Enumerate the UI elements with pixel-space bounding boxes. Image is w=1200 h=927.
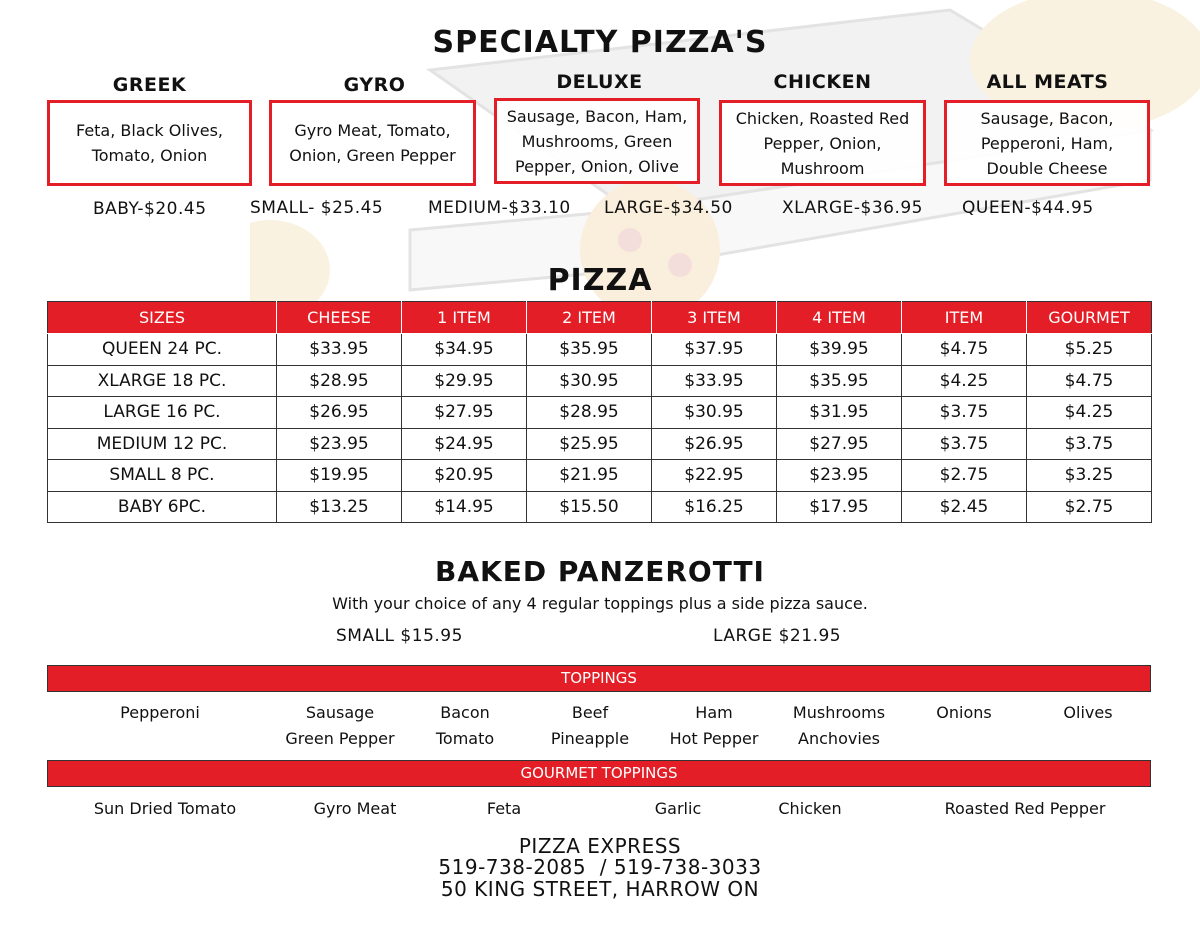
specialty-price-small: SMALL- $25.45 (250, 198, 384, 218)
gourmet-item: Sun Dried Tomato (93, 799, 237, 818)
table-cell: $4.25 (1027, 397, 1152, 429)
panzerotti-small-price: SMALL $15.95 (336, 626, 463, 646)
table-cell: $19.95 (277, 460, 402, 492)
gourmet-item: Roasted Red Pepper (944, 799, 1106, 818)
table-cell: $23.95 (277, 428, 402, 460)
specialty-title: SPECIALTY PIZZA'S (432, 25, 768, 60)
toppings-header-bar: TOPPINGS (47, 665, 1151, 692)
table-cell: $35.95 (527, 334, 652, 366)
table-cell: $14.95 (402, 491, 527, 523)
gourmet-item: Gyro Meat (313, 799, 397, 818)
table-cell: $16.25 (652, 491, 777, 523)
table-cell: $2.75 (1027, 491, 1152, 523)
topping-item: Onions (936, 703, 992, 722)
panzerotti-large-price: LARGE $21.95 (713, 626, 842, 646)
table-cell: $31.95 (777, 397, 902, 429)
table-cell: $4.25 (902, 365, 1027, 397)
topping-item: Olives (1063, 703, 1113, 722)
topping-column (530, 700, 650, 752)
topping-item: Tomato (435, 729, 495, 748)
specialty-name-gyro: GYRO (343, 74, 406, 96)
table-cell: $26.95 (277, 397, 402, 429)
table-row (48, 460, 1152, 492)
table-row (48, 491, 1152, 523)
gourmet-item: Feta (486, 799, 522, 818)
pizza-title: PIZZA (547, 263, 653, 298)
topping-item: Mushrooms (792, 703, 886, 722)
specialty-name-chicken: CHICKEN (773, 71, 872, 93)
panzerotti-title: BAKED PANZEROTTI (435, 555, 765, 588)
table-cell: $27.95 (402, 397, 527, 429)
table-cell: BABY 6PC. (48, 491, 277, 523)
specialty-price-baby: BABY-$20.45 (93, 199, 207, 219)
specialty-name-greek: GREEK (112, 74, 187, 96)
table-cell: QUEEN 24 PC. (48, 334, 277, 366)
topping-item: Bacon (440, 703, 490, 722)
topping-column (1028, 700, 1148, 726)
table-cell: $28.95 (277, 365, 402, 397)
specialty-name-all-meats: ALL MEATS (986, 71, 1109, 93)
topping-item: Sausage (305, 703, 375, 722)
topping-item: Beef (571, 703, 609, 722)
specialty-desc-gyro: Gyro Meat, Tomato, Onion, Green Pepper (269, 100, 476, 186)
gourmet-item: Garlic (654, 799, 702, 818)
topping-item: Anchovies (798, 729, 880, 748)
table-cell: $29.95 (402, 365, 527, 397)
table-cell: $2.45 (902, 491, 1027, 523)
table-cell: $15.50 (527, 491, 652, 523)
gourmet-toppings-header-bar: GOURMET TOPPINGS (47, 760, 1151, 787)
table-cell: MEDIUM 12 PC. (48, 428, 277, 460)
table-cell: LARGE 16 PC. (48, 397, 277, 429)
table-cell: $24.95 (402, 428, 527, 460)
table-cell: $28.95 (527, 397, 652, 429)
table-cell: $3.75 (902, 397, 1027, 429)
table-cell: $39.95 (777, 334, 902, 366)
table-cell: $34.95 (402, 334, 527, 366)
header-sizes: SIZES (48, 302, 277, 334)
table-cell: $4.75 (902, 334, 1027, 366)
table-cell: $21.95 (527, 460, 652, 492)
header-gourmet: GOURMET (1027, 302, 1152, 334)
table-cell: $5.25 (1027, 334, 1152, 366)
table-cell: $3.25 (1027, 460, 1152, 492)
specialty-desc-all-meats: Sausage, Bacon, Pepperoni, Ham, Double Cheese (944, 100, 1150, 186)
topping-item: Hot Pepper (669, 729, 759, 748)
topping-column (405, 700, 525, 752)
topping-column (654, 700, 774, 752)
topping-column (90, 700, 230, 726)
table-cell: $26.95 (652, 428, 777, 460)
table-cell: $3.75 (1027, 428, 1152, 460)
table-cell: $2.75 (902, 460, 1027, 492)
table-cell: $30.95 (652, 397, 777, 429)
topping-item: Pepperoni (120, 703, 200, 722)
table-row (48, 365, 1152, 397)
specialty-desc-deluxe: Sausage, Bacon, Ham, Mushrooms, Green Pepper, Onion, Olive (494, 98, 700, 184)
table-header-row (48, 302, 1152, 334)
header-cheese: CHEESE (277, 302, 402, 334)
header-item: ITEM (902, 302, 1027, 334)
table-cell: $22.95 (652, 460, 777, 492)
table-row (48, 428, 1152, 460)
topping-column (270, 700, 410, 752)
topping-item: Ham (695, 703, 733, 722)
table-cell: $33.95 (652, 365, 777, 397)
table-cell: SMALL 8 PC. (48, 460, 277, 492)
table-cell: $23.95 (777, 460, 902, 492)
specialty-desc-chicken: Chicken, Roasted Red Pepper, Onion, Mushroom (719, 100, 926, 186)
topping-item: Pineapple (550, 729, 630, 748)
table-cell: $27.95 (777, 428, 902, 460)
business-phones: 519-738-2085 / 519-738-3033 (438, 855, 762, 879)
table-cell: $13.25 (277, 491, 402, 523)
header-2-item: 2 ITEM (527, 302, 652, 334)
header-1-item: 1 ITEM (402, 302, 527, 334)
specialty-price-xlarge: XLARGE-$36.95 (782, 198, 923, 218)
table-row (48, 397, 1152, 429)
header-3-item: 3 ITEM (652, 302, 777, 334)
table-cell: $20.95 (402, 460, 527, 492)
specialty-price-medium: MEDIUM-$33.10 (428, 198, 571, 218)
table-cell: $4.75 (1027, 365, 1152, 397)
table-cell: XLARGE 18 PC. (48, 365, 277, 397)
table-row (48, 334, 1152, 366)
panzerotti-subtitle: With your choice of any 4 regular toppings plus a side pizza sauce. (332, 594, 868, 613)
pizza-price-table (47, 301, 1152, 523)
table-cell: $33.95 (277, 334, 402, 366)
topping-item: Green Pepper (285, 729, 395, 748)
table-cell: $35.95 (777, 365, 902, 397)
specialty-price-queen: QUEEN-$44.95 (962, 198, 1094, 218)
table-cell: $30.95 (527, 365, 652, 397)
table-cell: $25.95 (527, 428, 652, 460)
topping-column (779, 700, 899, 752)
table-cell: $3.75 (902, 428, 1027, 460)
specialty-desc-greek: Feta, Black Olives, Tomato, Onion (47, 100, 252, 186)
topping-column (904, 700, 1024, 726)
table-cell: $37.95 (652, 334, 777, 366)
business-name: PIZZA EXPRESS (518, 834, 682, 858)
header-4-item: 4 ITEM (777, 302, 902, 334)
gourmet-item: Chicken (778, 799, 842, 818)
business-address: 50 KING STREET, HARROW ON (440, 877, 760, 901)
specialty-name-deluxe: DELUXE (556, 71, 643, 93)
specialty-price-large: LARGE-$34.50 (604, 198, 733, 218)
table-cell: $17.95 (777, 491, 902, 523)
